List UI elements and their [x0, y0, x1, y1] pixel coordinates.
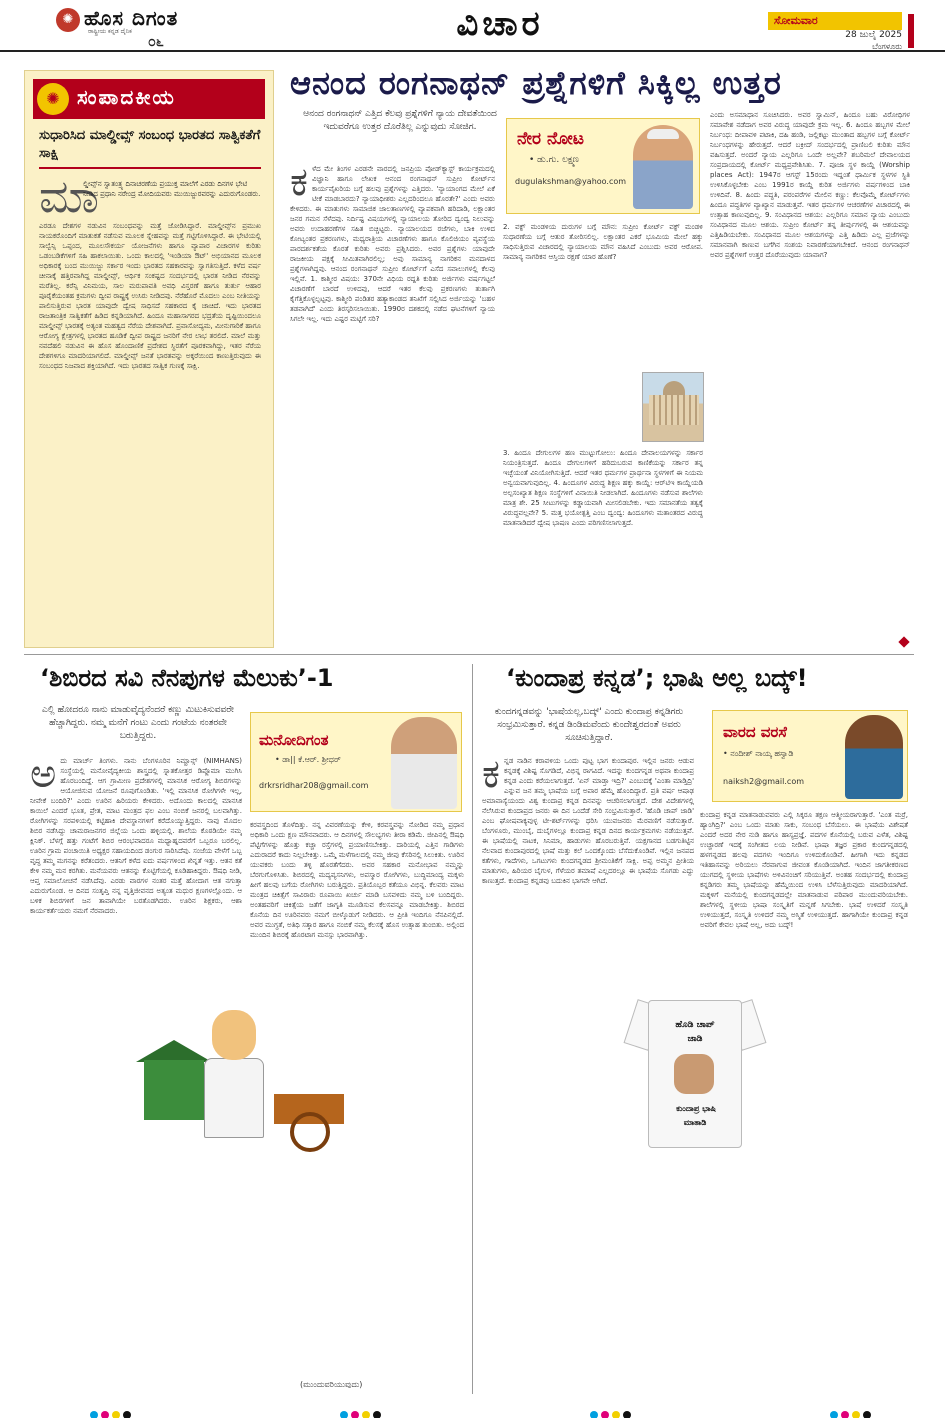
cartoon-coat-shape	[204, 1058, 264, 1138]
columnist-photo	[633, 125, 693, 209]
date-full: 28 ಜುಲೈ 2025	[845, 30, 902, 40]
section-title: ವಿಚಾರ	[456, 4, 544, 44]
date-day: ಸೋಮವಾರ	[768, 12, 902, 30]
columnist-photo	[391, 717, 457, 809]
editorial-column	[24, 70, 274, 648]
kundapra-dropcap: ಕ	[482, 756, 500, 797]
columnist-box-camp	[250, 712, 462, 812]
column-email-link[interactable]: naiksh2@gmail.com	[723, 777, 805, 786]
divider	[24, 654, 914, 655]
editorial-dropcap: ಮಾ	[39, 169, 99, 223]
cartoon-house-shape	[144, 1060, 204, 1120]
camp-article-column-2: ಕರವಸ್ತ್ರದಿಂದ ತೊಳೆದಿತ್ತು. ನನ್ನ ವಿವರಣೆಯನ್ನು ಕೇಳಿ, ಕರವಸ್ತ್ರವನ್ನು ನೋಡಿದ ನಮ್ಮ ಪ್ರಧಾನ ಅಧಿಕಾರಿ ಒಂದು ಕ್ಷಣ ಮೌನವಾದರು. ಆ ದಿನಗಳಲ್ಲಿ ಸೌಲಭ್ಯಗಳು ತೀರಾ ಕಡಿಮೆ. ಜೀಪಿನಲ್ಲಿ ಔಷಧಿ ಪೆಟ್ಟಿಗೆಗಳನ್ನು ಹೊತ್ತು ಕಚ್ಚಾ ರಸ್ತೆಗಳಲ್ಲಿ ಪ್ರಯಾಣಿಸಬೇಕಿತ್ತು. ದಾರಿಯಲ್ಲಿ ಎತ್ತಿನ ಗಾಡಿಗಳು ಎದುರಾದರೆ ಕಾದು ನಿಲ್ಲಬೇಕಿತ್ತು. ಒಮ್ಮೆ ಮಳೆಗಾಲದಲ್ಲಿ ನಮ್ಮ ಜೀಪು ಕೆಸರಿನಲ್ಲಿ ಸಿಲುಕಿತು. ಊರಿನ ಯುವಕರು ಬಂದು ತಳ್ಳಿ ಹೊರತೆಗೆದರು. ಅವರ ಸಹಕಾರ ಮನೋಭಾವ ನಮ್ಮನ್ನು ಬೆರಗುಗೊಳಿಸಿತು. ಶಿಬಿರದಲ್ಲಿ ಮದ್ಯವ್ಯಸನಿಗಳು, ಅಪಸ್ಮಾರ ರೋಗಿಗಳು, ಬುದ್ಧಿಮಾಂದ್ಯ ಮಕ್ಕಳು ಹೀಗೆ ಹಲವು ಬಗೆಯ ರೋಗಿಗಳು ಬರುತ್ತಿದ್ದರು. ಪ್ರತಿಯೊಬ್ಬರ ಕತೆಯೂ ವಿಭಿನ್ನ. ಕೆಲವರು ಮಾಟ ಮಂತ್ರದ ಚಿಕಿತ್ಸೆಗೆ ಸಾವಿರಾರು ರೂಪಾಯಿ ಖರ್ಚು ಮಾಡಿ ಬಸವಳಿದು ನಮ್ಮ ಬಳಿ ಬಂದಿದ್ದರು. ಅಂತಹವರಿಗೆ ಚಿಕಿತ್ಸೆಯ ಜತೆಗೆ ಜಾಗೃತಿ ಮೂಡಿಸುವ ಕೆಲಸವನ್ನೂ ಮಾಡಬೇಕಿತ್ತು. ಶಿಬಿರದ ಕೊನೆಯ ದಿನ ಊರಿನವರು ನಮಗೆ ಬೀಳ್ಕೊಡುಗೆ ನೀಡಿದರು. ಆ ಪ್ರೀತಿ ಇಂದಿಗೂ ನೆನಪಿನಲ್ಲಿದೆ. ಅವರ ಮುಗ್ಧತೆ, ಅತಿಥಿ ಸತ್ಕಾರ ಹಾಗೂ ನಂಬಿಕೆ ನಮ್ಮ ಕೆಲಸಕ್ಕೆ ಹೊಸ ಉತ್ಸಾಹ ತುಂಬಿತು. ಅಲ್ಲಿಂದ ಮುಂದಿನ ಶಿಬಿರಕ್ಕೆ ಹೊರಟಾಗ ಮನಸ್ಸು ಭಾರವಾಗಿತ್ತು.	[250, 821, 464, 939]
court-building-shape	[649, 395, 699, 425]
lead-body-column-3: ಎಂದು ಅಸಮಾಧಾನ ಸೂಚಿಸಿದರು. ಅವರ ಸ್ವಾಮಿನ್, ಹಿಂದೂ ಬಹು ವಿರೋಧಿಗಳ ಸಮಾವೇಶ ನಡೆದಾಗ ಅವರ ವಿರುದ್ಧ ಯಾವುದೇ ಕ್ರಮ ಇಲ್ಲ. 6. ಹಿಂದೂ ಹಬ್ಬಗಳ ಮೇಲೆ ನಿರ್ಬಂಧ: ದೀಪಾವಳಿ ಪಟಾಕಿ, ದಹಿ ಹಂಡಿ, ಜಲ್ಲಿಕಟ್ಟು ಮುಂತಾದ ಹಬ್ಬಗಳ ಬಗ್ಗೆ ಕೋರ್ಟ್ ನಿರ್ಬಂಧಗಳನ್ನು ಹೇರುತ್ತದೆ. ಆದರೆ ಬಕ್ರೀದ್ ಸಂದರ್ಭದಲ್ಲಿ ಪ್ರಾಣಿಬಲಿ ಕುರಿತು ಮೌನ ವಹಿಸುತ್ತದೆ. ಅಂದರೆ ನ್ಯಾಯ ಎಲ್ಲರಿಗೂ ಒಂದೇ ಅಲ್ಲವೇ? ಶಬರಿಮಲೆ ದೇವಾಲಯದ ಸಂಪ್ರದಾಯದಲ್ಲಿ ಕೋರ್ಟ್ ಮಧ್ಯಪ್ರವೇಶಿಸಿತು. 7. ಪೂಜಾ ಸ್ಥಳ ಕಾಯ್ದೆ (Worship places Act): 1947ರ ಆಗಸ್ಟ್ 15ರಂದು ಇದ್ದಂತೆ ಧಾರ್ಮಿಕ ಸ್ಥಳಗಳ ಸ್ಥಿತಿ ಉಳಿಸಿಕೊಳ್ಳಬೇಕು ಎಂಬ 1991ರ ಕಾಯ್ದೆ ಕುರಿತ ಅರ್ಜಿಗಳು ವರ್ಷಗಳಿಂದ ಬಾಕಿ ಉಳಿದಿವೆ. 8. ಹಿಂದು ಪದ್ಧತಿ, ಪರಂಪರೆಗಳ ಮೇಲಿನ ಕಣ್ಣು: ಕೆಲವೊಮ್ಮೆ ಕೋರ್ಟ್‌ಗಳು ಹಿಂದೂ ಪದ್ಧತಿಗಳ ವ್ಯಾಖ್ಯಾನ ಮಾಡುತ್ತವೆ. ಇತರ ಧರ್ಮಗಳ ಆಚರಣೆಗಳ ವಿಚಾರದಲ್ಲಿ ಈ ಉತ್ಸಾಹ ಕಾಣುವುದಿಲ್ಲ. 9. ಸಂವಿಧಾನದ ಆಶಯ: ಎಲ್ಲರಿಗೂ ಸಮಾನ ನ್ಯಾಯ ಎಂಬುದು ಸಂವಿಧಾನದ ಮೂಲ ಆಶಯ. ಸುಪ್ರೀಂ ಕೋರ್ಟ್ ತನ್ನ ತೀರ್ಪುಗಳಲ್ಲಿ ಈ ಆಶಯವನ್ನು ಎತ್ತಿಹಿಡಿಯಬೇಕು. ಸಂವಿಧಾನದ ಮೂಲ ಆಶಯಗಳನ್ನು ಎತ್ತಿ ಹಿಡಿದು ಎಲ್ಲ ಪ್ರಜೆಗಳನ್ನು ಸಮಾನವಾಗಿ ಕಾಣುವ ಬಗೆಗಿನ ಸಂಶಯ ನಿವಾರಣೆಯಾಗಬೇಕಿದೆ. ಆನಂದ ರಂಗನಾಥನ್ ಅವರ ಪ್ರಶ್ನೆಗಳಿಗೆ ಉತ್ತರ ದೊರೆಯುವುದು ಯಾವಾಗ?	[710, 111, 910, 259]
court-dome-shape	[663, 381, 685, 395]
camp-article-headline[interactable]: ‘ಶಿಬಿರದ ಸವಿ ನೆನಪುಗಳ ಮೆಲುಕು’-1	[40, 664, 334, 692]
tshirt-text: ಮಾತಾಡಿ	[683, 1118, 707, 1127]
lead-deck: ಆನಂದ ರಂಗನಾಥನ್ ಎತ್ತಿದ ಕೆಲವು ಪ್ರಶ್ನೆಗಳಿಗೆ ನ್ಯಾಯ ದೇವತೆಯಿಂದ ಇದುವರೆಗೂ ಉತ್ತರ ದೊರೆತಿಲ್ಲ ಎನ್ನುವುದು ಸೋಜಿಗ.	[303, 109, 497, 132]
lead-body-column-2b: 3. ಹಿಂದೂ ದೇಗುಲಗಳ ಹಣ ಮುಟ್ಟುಗೋಲು: ಹಿಂದೂ ದೇವಾಲಯಗಳನ್ನು ಸರ್ಕಾರ ನಿಯಂತ್ರಿಸುತ್ತದೆ. ಹಿಂದೂ ದೇಗುಲಗಳಿಗೆ ಹರಿದುಬರುವ ಕಾಣಿಕೆಯನ್ನು ಸರ್ಕಾರ ತನ್ನ ಇಚ್ಛೆಯಂತೆ ವಿನಿಯೋಗಿಸುತ್ತಿದೆ. ಆದರೆ ಇತರ ಧರ್ಮಗಳ ಪ್ರಾರ್ಥನಾ ಸ್ಥಳಗಳಿಗೆ ಈ ನಿಯಮ ಅನ್ವಯವಾಗುವುದಿಲ್ಲ. 4. ಹಿಂದೂಗಳ ವಿರುದ್ಧ ಶಿಕ್ಷಣ ಹಕ್ಕು ಕಾಯ್ದೆ: ಆರ್‌ಟಿಇ ಕಾಯ್ದೆಯಡಿ ಅಲ್ಪಸಂಖ್ಯಾತ ಶಿಕ್ಷಣ ಸಂಸ್ಥೆಗಳಿಗೆ ವಿನಾಯಿತಿ ನೀಡಲಾಗಿದೆ. ಹಿಂದೂಗಳು ನಡೆಸುವ ಶಾಲೆಗಳು ಮಾತ್ರ ಶೇ. 25 ಸೀಟುಗಳನ್ನು ಕಡ್ಡಾಯವಾಗಿ ಮೀಸಲಿಡಬೇಕು. ಇದು ಸಮಾನತೆಯ ತತ್ವಕ್ಕೆ ವಿರುದ್ಧವಲ್ಲವೇ? 5. ಮತ್ತ ಭಯೋತ್ಪತ್ತಿ ಎಂಬ ದ್ವಂದ್ವ: ಹಿಂದೂಗಳು ಮತಾಂತರದ ವಿರುದ್ಧ ಮಾತನಾಡಿದರೆ ದ್ವೇಷ ಭಾಷಣ ಎಂದು ಪರಿಗಣಿಸಲಾಗುತ್ತದೆ.	[503, 449, 703, 527]
tshirt-text: ಜಾಡಿ	[687, 1034, 703, 1044]
brand[interactable]	[56, 6, 236, 48]
editorial-logo-icon: ✺	[37, 83, 69, 115]
registration-marks	[90, 1404, 150, 1412]
tshirt-text: ಕುಂದಾಪ್ರ ಭಾಷಿ	[676, 1104, 716, 1113]
camp-article-deck: ಎಲ್ಲಿ ಹೋದರೂ ನಾನು ಮಾಡುವೈದ್ಯನೆಂದರೆ ಕಣ್ಣು ಮಿಟುಕಿಸುವವರೇ ಹೆಚ್ಚಾಗಿದ್ದರು. ನಮ್ಮ ಮನೆಗೆ ಗಂಟು ಎಂದು ಗಂಟೆಯ ನಂತರವೇ ಬರುತ್ತಿದ್ದರು.	[42, 705, 234, 741]
column-title: ವಾರದ ವರಸೆ	[723, 723, 787, 741]
editorial-lede: ಲ್ಡೀವ್ಸ್‌ನ ಸ್ವಾತಂತ್ರ್ಯ ದಿನಾಚರಣೆಯ ಪ್ರಯುಕ್ತ ಮಾಲೆಗೆ ಎರಡು ದಿನಗಳ ಭೇಟಿ ನೀಡಿದ ಪ್ರಧಾನಿ ನರೇಂದ್ರ ಮೋದಿಯವರು ಮುಯಿಜ್ಜುರವರನ್ನು ಎದುರುಗೊಂಡರು.	[83, 180, 261, 198]
continued-note: (ಮುಂದುವರಿಯುವುದು)	[300, 1380, 363, 1389]
column-email-link[interactable]: dugulakshman@yahoo.com	[515, 177, 627, 186]
editorial-label-banner	[33, 79, 265, 119]
kundapra-article-column-2: ಕುಂದಾಪ್ರ ಕನ್ನಡ ಮಾತನಾಡುವವರು ಎಲ್ಲಿ ಸಿಕ್ಕರೂ ತಕ್ಷಣ ಆತ್ಮೀಯರಾಗುತ್ತಾರೆ. 'ಎಂತ ಮರ್ರೆ, ಹ್ಯಾಂಗಿದ್ರಿ?' ಎಂಬ ಒಂದು ಮಾತು ಸಾಕು, ಸಂಬಂಧ ಬೆಸೆಯಲು. ಈ ಭಾಷೆಯ ವಿಶೇಷತೆ ಎಂದರೆ ಅದರ ನೇರ ನುಡಿ ಹಾಗೂ ಹಾಸ್ಯಪ್ರಜ್ಞೆ. ಪದಗಳ ಕೊನೆಯಲ್ಲಿ ಬರುವ ಎಳೆತ, ವಿಶಿಷ್ಟ ಉಚ್ಚಾರಣೆ ಇದಕ್ಕೆ ಸಂಗೀತದ ಲಯ ನೀಡಿವೆ. ಭಾಷಾ ತಜ್ಞರ ಪ್ರಕಾರ ಕುಂದಗನ್ನಡದಲ್ಲಿ ಹಳಗನ್ನಡದ ಹಲವು ಪದಗಳು ಇಂದಿಗೂ ಉಳಿದುಕೊಂಡಿವೆ. ಹೀಗಾಗಿ ಇದು ಕನ್ನಡದ ಇತಿಹಾಸವನ್ನು ಅರಿಯಲು ನೆರವಾಗುವ ಜೀವಂತ ಕೊಂಡಿಯಾಗಿದೆ. ಇಂದಿನ ಜಾಗತೀಕರಣದ ಯುಗದಲ್ಲಿ ಸ್ಥಳೀಯ ಭಾಷೆಗಳು ಅಳಿವಿನಂಚಿಗೆ ಸರಿಯುತ್ತಿವೆ. ಅಂತಹ ಸಂದರ್ಭದಲ್ಲಿ ಕುಂದಾಪ್ರ ಕನ್ನಡಿಗರು ತಮ್ಮ ಭಾಷೆಯನ್ನು ಹೆಮ್ಮೆಯಿಂದ ಉಳಿಸಿ ಬೆಳೆಸುತ್ತಿರುವುದು ಮಾದರಿಯಾಗಿದೆ. ಮಕ್ಕಳಿಗೆ ಮನೆಯಲ್ಲಿ ಕುಂದಗನ್ನಡದಲ್ಲೇ ಮಾತನಾಡುವ ಪರಿಪಾಠ ಮುಂದುವರಿಯಬೇಕು. ಶಾಲೆಗಳಲ್ಲಿ ಸ್ಥಳೀಯ ಭಾಷಾ ಸಂಸ್ಕೃತಿಗೆ ಮನ್ನಣೆ ಸಿಗಬೇಕು. ಭಾಷೆ ಉಳಿದರೆ ಸಂಸ್ಕೃತಿ ಉಳಿಯುತ್ತದೆ, ಸಂಸ್ಕೃತಿ ಉಳಿದರೆ ನಮ್ಮ ಅಸ್ಮಿತೆ ಉಳಿಯುತ್ತದೆ. ಹಾಗಾಗಿಯೇ ಕುಂದಾಪ್ರ ಕನ್ನಡ ಅವರಿಗೆ ಕೇವಲ ಭಾಷೆ ಅಲ್ಲ, ಅದು ಬದ್ಕ್!	[700, 811, 908, 929]
columnist-photo	[845, 715, 903, 799]
column-author: • ಡು.ಗು. ಲಕ್ಷ್ಮಣ	[529, 155, 579, 165]
camp-body-text-1: ದು ಮಾರ್ಚ್ ತಿಂಗಳು. ನಾನು ಬೆಂಗಳೂರಿನ ನಿಮ್ಹಾನ್ಸ್ (NIMHANS) ಸಂಸ್ಥೆಯಲ್ಲಿ ಮನೋವೈದ್ಯಕೀಯ ಶಾಸ್ತ್ರದಲ್ಲಿ ಸ್ನಾತಕೋತ್ತರ ಡಿಪ್ಲೊಮಾ ಮುಗಿಸಿ ಹೊರಬಂದಿದ್ದೆ. ಆಗ ಗ್ರಾಮೀಣ ಪ್ರದೇಶಗಳಲ್ಲಿ ಮಾನಸಿಕ ಆರೋಗ್ಯ ಶಿಬಿರಗಳನ್ನು ಆಯೋಜಿಸುವ ಯೋಜನೆ ರೂಪುಗೊಂಡಿತು. 'ಇಲ್ಲಿ ಮಾನಸಿಕ ರೋಗಿಗಳೇ ಇಲ್ಲ, ನೀವೇಕೆ ಬಂದಿರಿ?' ಎಂದು ಊರಿನ ಹಿರಿಯರು ಕೇಳಿದರು. ಅದೊಂದು ಕಾಲದಲ್ಲಿ ಮಾನಸಿಕ ಕಾಯಿಲೆ ಎಂದರೆ ಭೂತ, ಪ್ರೇತ, ಮಾಟ ಮಂತ್ರದ ಫಲ ಎಂಬ ನಂಬಿಕೆ ಜನರಲ್ಲಿ ಬಲವಾಗಿತ್ತು. ರೋಗಿಗಳನ್ನು ಸರಪಳಿಯಲ್ಲಿ ಕಟ್ಟಿಹಾಕಿ ದೇವಸ್ಥಾನಗಳಿಗೆ ಕರೆದೊಯ್ಯುತ್ತಿದ್ದರು. ನಾವು ಮೊದಲ ಶಿಬಿರ ನಡೆಸಿದ್ದು ಚಾಮರಾಜನಗರ ಜಿಲ್ಲೆಯ ಒಂದು ಹಳ್ಳಿಯಲ್ಲಿ. ಶಾಲೆಯ ಕೊಠಡಿಯೇ ನಮ್ಮ ಕ್ಲಿನಿಕ್. ಬೆಳಗ್ಗೆ ಹತ್ತು ಗಂಟೆಗೆ ಶಿಬಿರ ಆರಂಭವಾದರೂ ಮಧ್ಯಾಹ್ನದವರೆಗೆ ಒಬ್ಬರೂ ಬರಲಿಲ್ಲ. ಊರಿನ ಗ್ರಾಮ ಪಂಚಾಯಿತಿ ಅಧ್ಯಕ್ಷರ ಸಹಾಯದಿಂದ ಡಂಗುರ ಸಾರಿಸಿದೆವು. ಸಂಜೆಯ ವೇಳೆಗೆ ಒಬ್ಬ ವೃದ್ಧ ತಮ್ಮ ಮಗನನ್ನು ಕರೆತಂದರು. ಆತನಿಗೆ ಕಳೆದ ಐದು ವರ್ಷಗಳಿಂದ ಖಿನ್ನತೆ ಇತ್ತು. ಆತನ ಕತೆ ಕೇಳಿ ನಮ್ಮ ಮನ ಕರಗಿತು. ಮನೆಯವರು ಆತನನ್ನು ಕೊಟ್ಟಿಗೆಯಲ್ಲಿ ಕೂಡಿಹಾಕಿದ್ದರು. ಔಷಧಿ ನೀಡಿ, ಆಪ್ತ ಸಮಾಲೋಚನೆ ನಡೆಸಿದೆವು. ಎರಡು ವಾರಗಳ ನಂತರ ಮತ್ತೆ ಹೋದಾಗ ಆತ ನಗುತ್ತಾ ಎದುರುಗೊಂಡ. ಆ ದಿನದ ಸಂತೃಪ್ತಿ ನನ್ನ ವೃತ್ತಿಜೀವನದ ಅತ್ಯಂತ ಮಧುರ ಕ್ಷಣಗಳಲ್ಲೊಂದು. ಆ ಬಳಿಕ ಶಿಬಿರಗಳಿಗೆ ಜನ ತಾವಾಗಿಯೇ ಬರತೊಡಗಿದರು. ಊರಿನ ಶಿಕ್ಷಕರು, ಆಶಾ ಕಾರ್ಯಕರ್ತೆಯರು ನಮಗೆ ನೆರವಾದರು.	[30, 757, 242, 915]
lead-body-text-1: ಳೆದ ಮೇ ತಿಂಗಳ ಎರಡನೇ ವಾರದಲ್ಲಿ ಜನಪ್ರಿಯ ಪೋಡ್‌ಕ್ಯಾಸ್ಟ್ ಕಾರ್ಯಕ್ರಮದಲ್ಲಿ ವಿಜ್ಞಾನಿ ಹಾಗೂ ಲೇಖಕ ಆನಂದ ರಂಗನಾಥನ್ ಸುಪ್ರೀಂ ಕೋರ್ಟ್‌ನ ಕಾರ್ಯವೈಖರಿಯ ಬಗ್ಗೆ ಹಲವು ಪ್ರಶ್ನೆಗಳನ್ನು ಎತ್ತಿದರು. 'ನ್ಯಾಯಾಂಗದ ಮೇಲೆ ಏಕೆ ಟೀಕೆ ಮಾಡಬಾರದು? ನ್ಯಾಯಾಧೀಶರು ಎಲ್ಲದರಿಂದಲೂ ಹೊರತೇ?' ಎಂದು ಅವರು ಕೇಳಿದರು. ಈ ಮಾತುಗಳು ಸಾಮಾಜಿಕ ಜಾಲತಾಣಗಳಲ್ಲಿ ವ್ಯಾಪಕವಾಗಿ ಹರಿದಾಡಿ, ಲಕ್ಷಾಂತರ ಜನರ ಗಮನ ಸೆಳೆದವು. ನಿರ್ದಿಷ್ಟ ವಿಷಯಗಳಲ್ಲಿ ನ್ಯಾಯಾಲಯ ತೋರಿದ ದ್ವಂದ್ವ ನಿಲುವನ್ನು ಅವರು ಉದಾಹರಣೆಗಳ ಸಹಿತ ಬಿಚ್ಚಿಟ್ಟರು. ನ್ಯಾಯಾಲಯದ ರಜೆಗಳು, ಬಾಕಿ ಉಳಿದ ಕೋಟ್ಯಂತರ ಪ್ರಕರಣಗಳು, ಮಧ್ಯರಾತ್ರಿಯ ವಿಚಾರಣೆಗಳು ಹಾಗೂ ಕೊಲಿಜಿಯಂ ವ್ಯವಸ್ಥೆಯ ಪಾರದರ್ಶಕತೆಯ ಕೊರತೆ ಕುರಿತು ಅವರು ಪ್ರಶ್ನಿಸಿದರು. ಅವರ ಪ್ರಶ್ನೆಗಳು ಯಾವುದೇ ರಾಜಕೀಯ ಪಕ್ಷಕ್ಕೆ ಸೀಮಿತವಾಗಿರಲಿಲ್ಲ; ಅವು ಸಾಮಾನ್ಯ ನಾಗರಿಕನ ಮನದಾಳದ ಪ್ರಶ್ನೆಗಳಾಗಿದ್ದವು. ಆನಂದ ರಂಗನಾಥನ್ ಸುಪ್ರೀಂ ಕೋರ್ಟ್‌ಗೆ ಎಸೆದ ಸವಾಲುಗಳಲ್ಲಿ ಕೆಲವು ಇಲ್ಲಿವೆ. 1. ಕಾಶ್ಮೀರ ವಿಷಯ: 370ನೇ ವಿಧಿಯ ರದ್ದತಿ ಕುರಿತು ಅರ್ಜಿಗಳು ವರ್ಷಗಟ್ಟಲೆ ವಿಚಾರಣೆಗೆ ಬಾರದೆ ಉಳಿದವು, ಆದರೆ ಇತರ ಕೆಲವು ಪ್ರಕರಣಗಳು ತುರ್ತಾಗಿ ಕೈಗೆತ್ತಿಕೊಳ್ಳಲ್ಪಟ್ಟವು. ಕಾಶ್ಮೀರಿ ಪಂಡಿತರ ಹತ್ಯಾಕಾಂಡದ ತನಿಖೆಗೆ ಸಲ್ಲಿಸಿದ ಅರ್ಜಿಯನ್ನು 'ಬಹಳ ತಡವಾಗಿದೆ' ಎಂದು ತಿರಸ್ಕರಿಸಲಾಯಿತು. 1990ರ ದಶಕದಲ್ಲಿ ನಡೆದ ಘಟನೆಗಳಿಗೆ ನ್ಯಾಯ ಸಿಗಲೇ ಇಲ್ಲ. ಇದು ಎಷ್ಟರ ಮಟ್ಟಿಗೆ ಸರಿ?	[290, 165, 495, 323]
brand-tagline: ರಾಷ್ಟ್ರೀಯ ಕನ್ನಡ ದೈನಿಕ	[88, 28, 132, 35]
tshirt-photo	[630, 990, 760, 1150]
editorial-headline[interactable]: ಸುಧಾರಿಸಿದ ಮಾಲ್ಡೀವ್ಸ್ ಸಂಬಂಧ ಭಾರತದ ಸಾತ್ವಿಕತೆಗೆ ಸಾಕ್ಷಿ	[39, 128, 261, 161]
cartoon-roof-shape	[136, 1040, 212, 1062]
registration-marks	[340, 1404, 400, 1412]
columnist-box-kundapra	[712, 710, 908, 802]
column-title: ಮನೋದಿಗಂತ	[259, 731, 329, 749]
kundapra-body-text-1: ನ್ನಡ ನಾಡಿನ ಕರಾವಳಿಯ ಒಂದು ಪುಟ್ಟ ಭಾಗ ಕುಂದಾಪುರ. ಇಲ್ಲಿನ ಜನರು ಆಡುವ ಕನ್ನಡಕ್ಕೆ ವಿಶಿಷ್ಟ ಸೊಗಡಿದೆ, ವಿಭಿನ್ನ ರಾಗವಿದೆ. ಇದನ್ನು ಕುಂದಗನ್ನಡ ಅಥವಾ ಕುಂದಾಪ್ರ ಕನ್ನಡ ಎಂದು ಕರೆಯಲಾಗುತ್ತದೆ. 'ಏನ್ ಮಾಡ್ತಾ ಇದ್ರಿ?' ಎಂಬುದಕ್ಕೆ 'ಎಂತಾ ಮಾಡ್ತಿದ್ರಿ' ಎನ್ನುವ ಜನ ತಮ್ಮ ಭಾಷೆಯ ಬಗ್ಗೆ ಅಪಾರ ಹೆಮ್ಮೆ ಹೊಂದಿದ್ದಾರೆ. ಪ್ರತಿ ವರ್ಷ ಆಷಾಢ ಅಮಾವಾಸ್ಯೆಯಂದು ವಿಶ್ವ ಕುಂದಾಪ್ರ ಕನ್ನಡ ದಿನವನ್ನು ಆಚರಿಸಲಾಗುತ್ತದೆ. ದೇಶ ವಿದೇಶಗಳಲ್ಲಿ ನೆಲೆಸಿರುವ ಕುಂದಾಪ್ರದ ಜನರು ಈ ದಿನ ಒಂದೆಡೆ ಸೇರಿ ಸಂಭ್ರಮಿಸುತ್ತಾರೆ. 'ಹೊಡಿ ಚಾಪ್ ಜಾಡಿ' ಎಂಬ ಘೋಷವಾಕ್ಯವುಳ್ಳ ಟೀ-ಶರ್ಟ್‌ಗಳನ್ನು ಧರಿಸಿ ಯುವಜನರು ಮೆರವಣಿಗೆ ನಡೆಸುತ್ತಾರೆ. ಬೆಂಗಳೂರು, ಮುಂಬೈ, ದುಬೈಗಳಲ್ಲೂ ಕುಂದಾಪ್ರ ಕನ್ನಡ ದಿನದ ಕಾರ್ಯಕ್ರಮಗಳು ನಡೆಯುತ್ತವೆ. ಈ ಭಾಷೆಯಲ್ಲಿ ನಾಟಕ, ಸಿನಿಮಾ, ಹಾಡುಗಳು ಹೊರಬರುತ್ತಿವೆ. ಯಕ್ಷಗಾನದ ಬಡಗುತಿಟ್ಟಿನ ನೆಲವಾದ ಕುಂದಾಪುರದಲ್ಲಿ ಭಾಷೆ ಮತ್ತು ಕಲೆ ಒಂದಕ್ಕೊಂದು ಬೆಸೆದುಕೊಂಡಿವೆ. ಇಲ್ಲಿನ ಜನಪದ ಕತೆಗಳು, ಗಾದೆಗಳು, ಒಗಟುಗಳು ಕುಂದಗನ್ನಡದ ಶ್ರೀಮಂತಿಕೆಗೆ ಸಾಕ್ಷಿ. ಅಪ್ಪ ಅಮ್ಮನ ಪ್ರೀತಿಯ ಮಾತುಗಳು, ಹಿರಿಯರ ಬೈಗುಳ, ಗೆಳೆಯರ ತಮಾಷೆ ಎಲ್ಲದರಲ್ಲೂ ಈ ಭಾಷೆಯ ಸೊಗಡು ಎದ್ದು ಕಾಣುತ್ತದೆ. ಕುಂದಾಪ್ರ ಕನ್ನಡವು ಬದುಕಿನ ಭಾಗವೇ ಆಗಿದೆ.	[482, 757, 694, 885]
date-city: ಬೆಂಗಳೂರು	[872, 42, 902, 51]
kundapra-article-deck: ಕುಂದಗನ್ನಡವನ್ನು 'ಭಾಷೆಯಲ್ಲ,ಬದ್ಕ್' ಎಂದು ಕುಂದಾಪ್ರ ಕನ್ನಡಿಗರು ಸಂಭ್ರಮಿಸುತ್ತಾರೆ. ಕನ್ನಡ ಡಿಂಡಿಮವೆಂದು ಕುಂದೇಶ್ವರದಂತೆ ಅವರು ಸೂಚಿಸುತ್ತಿದ್ದಾರೆ.	[494, 707, 684, 743]
lead-body-column-2a: 2. ವಕ್ಫ್ ಮಂಡಳಿಯ ದುರುಗಳ ಬಗ್ಗೆ ಮೌನ: ಸುಪ್ರೀಂ ಕೋರ್ಟ್ ವಕ್ಫ್ ಮಂಡಳಿ ಸುಧಾರಣೆಯ ಬಗ್ಗೆ ಆತುರ ತೋರಿಸಲಿಲ್ಲ. ಲಕ್ಷಾಂತರ ಎಕರೆ ಭೂಮಿಯ ಮೇಲೆ ಹಕ್ಕು ಸಾಧಿಸುತ್ತಿರುವ ವಿಚಾರದಲ್ಲಿ ನ್ಯಾಯಾಲಯ ಮೌನ ವಹಿಸಿದೆ ಎಂಬುದು ಅವರ ಆರೋಪ. ಸಾಮಾನ್ಯ ನಾಗರಿಕನ ಆಸ್ತಿಯ ರಕ್ಷಣೆ ಯಾರ ಹೊಣೆ?	[503, 223, 703, 261]
registration-marks	[830, 1404, 890, 1412]
editorial-label: ಸಂಪಾದಕೀಯ	[77, 85, 176, 109]
tshirt-text: ಹೊಡಿ ಚಾಪ್	[675, 1020, 715, 1030]
supreme-court-photo	[642, 372, 704, 442]
columnist-box-lead	[506, 118, 700, 214]
masthead-accent-bar	[908, 14, 914, 48]
registration-marks	[590, 1404, 650, 1412]
page-number: ೦೬	[148, 34, 164, 50]
cartoon-head-shape	[212, 1010, 256, 1060]
brand-name: ಹೊಸ ದಿಗಂತ	[84, 6, 179, 30]
lead-headline[interactable]: ಆನಂದ ರಂಗನಾಥನ್ ಪ್ರಶ್ನೆಗಳಿಗೆ ಸಿಕ್ಕಿಲ್ಲ ಉತ್ತರ	[290, 64, 782, 102]
brand-logo-icon: ✺	[56, 8, 80, 32]
editorial-body: ಎರಡೂ ದೇಶಗಳ ನಡುವಿನ ಸಂಬಂಧವನ್ನು ಮತ್ತೆ ಜೋಡಿಸಿದ್ದಾರೆ. ಮಾಲ್ಡೀವ್ಸ್‌ನ ಪ್ರಮುಖ ನಾಯಕರೊಂದಿಗೆ ಮಾತುಕತೆ ನಡೆಸುವ ಮೂಲಕ ಸ್ನೇಹವನ್ನು ಮತ್ತೆ ಗಟ್ಟಿಗೊಳಿಸಿದ್ದಾರೆ. ಈ ಭೇಟಿಯಲ್ಲಿ ಸಾಲ್ವೆನ್ಸಿ ಒಪ್ಪಂದ, ಮೂಲಸೌಕರ್ಯ ಯೋಜನೆಗಳು ಹಾಗೂ ವ್ಯಾಪಾರ ವಿಚಾರಗಳ ಕುರಿತು ಒಡಂಬಡಿಕೆಗಳಿಗೆ ಸಹಿ ಹಾಕಲಾಯಿತು. ಒಂದು ಕಾಲದಲ್ಲಿ 'ಇಂಡಿಯಾ ಔಟ್' ಅಭಿಯಾನದ ಮೂಲಕ ಅಧಿಕಾರಕ್ಕೆ ಬಂದ ಮುಯಿಜ್ಜು ಸರ್ಕಾರ ಇಂದು ಭಾರತದ ಸಹಕಾರವನ್ನು ಸ್ವಾಗತಿಸುತ್ತಿದೆ. ಕಳೆದ ವರ್ಷ ಚೀನಾಕ್ಕೆ ಹತ್ತಿರವಾಗಿದ್ದ ಮಾಲ್ಡೀವ್ಸ್, ಆರ್ಥಿಕ ಸಂಕಷ್ಟದ ಸಂದರ್ಭದಲ್ಲಿ ಭಾರತ ನೀಡಿದ ನೆರವನ್ನು ಮರೆತಿಲ್ಲ. ಕರೆನ್ಸಿ ವಿನಿಮಯ, ಸಾಲ ಮರುಪಾವತಿ ಅವಧಿ ವಿಸ್ತರಣೆ ಹಾಗೂ ತುರ್ತು ಆಹಾರ ಪೂರೈಕೆಯಂತಹ ಕ್ರಮಗಳು ದ್ವೀಪ ರಾಷ್ಟ್ರಕ್ಕೆ ಉಸಿರು ನೀಡಿದವು. ನೆರೆಹೊರೆ ಮೊದಲು ಎಂಬ ನೀತಿಯನ್ನು ಪಾಲಿಸುತ್ತಿರುವ ಭಾರತ ಯಾವುದೇ ದ್ವೇಷ ಸಾಧಿಸದೆ ಸಹಕಾರದ ಕೈ ಚಾಚಿದೆ. ಇದು ಭಾರತದ ರಾಜತಾಂತ್ರಿಕ ಸಾತ್ವಿಕತೆಗೆ ಹಿಡಿದ ಕನ್ನಡಿಯಾಗಿದೆ. ಹಿಂದೂ ಮಹಾಸಾಗರದ ಭದ್ರತೆಯ ದೃಷ್ಟಿಯಿಂದಲೂ ಮಾಲ್ಡೀವ್ಸ್ ಭಾರತಕ್ಕೆ ಅತ್ಯಂತ ಮಹತ್ವದ ನೆರೆಯ ದೇಶವಾಗಿದೆ. ಪ್ರವಾಸೋದ್ಯಮ, ಮೀನುಗಾರಿಕೆ ಹಾಗೂ ಆರೋಗ್ಯ ಕ್ಷೇತ್ರಗಳಲ್ಲಿ ಭಾರತದ ಹೂಡಿಕೆ ದ್ವೀಪ ರಾಷ್ಟ್ರದ ಜನರಿಗೆ ನೇರ ಲಾಭ ತರಲಿದೆ. ಮಾಲೆ ಮತ್ತು ನವದೆಹಲಿ ನಡುವಿನ ಈ ಹೊಸ ಹೊಂದಾಣಿಕೆ ಪ್ರದೇಶದ ಸ್ಥಿರತೆಗೆ ಪೂರಕವಾಗಿದ್ದು, ಇತರ ನೆರೆಯ ದೇಶಗಳಿಗೂ ಮಾದರಿಯಾಗಲಿದೆ. ಮಾಲ್ಡೀವ್ಸ್ ಜನತೆ ಭಾರತವನ್ನು ಅಕ್ಕರೆಯಿಂದ ಕಾಣುತ್ತಿರುವುದು ಈ ಸಂಬಂಧದ ನಿಜವಾದ ಶಕ್ತಿಯಾಗಿದೆ. ಇದು ಭಾರತದ ಸಾತ್ವಿಕ ಗುಣಕ್ಕೆ ಸಾಕ್ಷಿ.	[39, 222, 261, 370]
lead-dropcap: ಕ	[290, 164, 308, 205]
camp-dropcap: ಅ	[30, 756, 57, 797]
fist-icon	[674, 1054, 714, 1094]
cartoon-wheel-shape	[290, 1112, 330, 1152]
column-author: • ಡಾ|| ಕೆ.ಆರ್. ಶ್ರೀಧರ್	[275, 755, 341, 764]
dateline	[768, 12, 902, 51]
kundapra-article-headline[interactable]: ‘ಕುಂದಾಪ್ರ ಕನ್ನಡ’; ಭಾಷಿ ಅಲ್ಲ ಬದ್ಕ್!	[506, 664, 808, 692]
masthead	[0, 0, 945, 52]
lead-body-column-1	[290, 164, 495, 644]
doctor-cartoon-illustration	[140, 990, 350, 1170]
divider	[472, 664, 473, 1394]
column-author: • ನಂದೀಶ್ ನಾಯ್ಕ ಹಸ್ವಾಡಿ	[723, 749, 794, 758]
column-email-link[interactable]: drkrsridhar208@gmail.com	[259, 781, 369, 790]
column-title: ನೇರ ನೋಟ	[517, 129, 584, 149]
